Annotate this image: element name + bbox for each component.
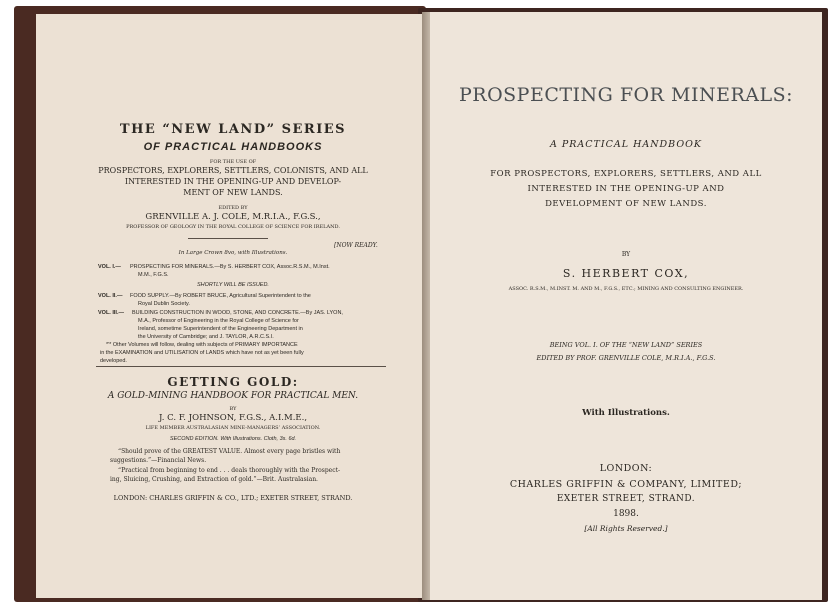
series-line-1: BEING VOL. I. OF THE “NEW LAND” SERIES	[549, 341, 703, 349]
audience-line-1: PROSPECTORS, EXPLORERS, SETTLERS, COLONISTS, AND ALL	[98, 166, 368, 175]
gold-author: J. C. F. JOHNSON, F.G.S., A.I.M.E.,	[158, 413, 308, 423]
format-note: In Large Crown 8vo, with Illustrations.	[178, 250, 288, 256]
gold-by: BY	[229, 406, 237, 412]
series-title: THE “NEW LAND” SERIES	[119, 122, 347, 137]
shortly-issued: SHORTLY WILL BE ISSUED.	[197, 282, 269, 288]
imprint-year: 1898.	[613, 509, 639, 519]
with-illustrations: With Illustrations.	[582, 408, 670, 418]
rights-reserved: [All Rights Reserved.]	[584, 524, 668, 533]
author-name: S. HERBERT COX,	[562, 267, 690, 280]
audience-line-2: INTERESTED IN THE OPENING-UP AND	[527, 184, 725, 194]
vol1-label: VOL. I.—	[98, 264, 121, 270]
edited-by: EDITED BY	[218, 205, 248, 211]
imprint-city: LONDON:	[599, 463, 653, 474]
series-subtitle: OF PRACTICAL HANDBOOKS	[143, 141, 323, 153]
audience-line-3: MENT OF NEW LANDS.	[183, 188, 283, 197]
note-line-2: in the EXAMINATION and UTILISATION of LANDS which have not as yet been fully	[100, 350, 304, 356]
editor-name: GRENVILLE A. J. COLE, M.R.I.A., F.G.S.,	[145, 212, 321, 222]
book-subtitle: A PRACTICAL HANDBOOK	[549, 139, 702, 150]
author-credentials: ASSOC. R.S.M., M.INST. M. AND M., F.G.S., ETC.; MINING AND CONSULTING ENGINEER.	[508, 286, 744, 292]
note-line-1: *′* Other Volumes will follow, dealing with subjects of PRIMARY IMPORTANCE	[106, 342, 298, 348]
audience-line-2: INTERESTED IN THE OPENING-UP AND DEVELOP-	[124, 177, 342, 186]
vol3-line-2: M.A., Professor of Engineering in the Royal College of Science for	[138, 318, 299, 324]
for-the-use-of: FOR THE USE OF	[209, 159, 257, 165]
editor-title: PROFESSOR OF GEOLOGY IN THE ROYAL COLLEGE OF SCIENCE FOR IRELAND.	[126, 224, 340, 230]
gold-subtitle: A GOLD-MINING HANDBOOK FOR PRACTICAL MEN.	[107, 391, 359, 401]
vol2-label: VOL. II.—	[98, 293, 123, 299]
review-2-line-1: “Practical from beginning to end . . . deals thoroughly with the Prospect-	[118, 467, 341, 474]
vol3-line-4: the University of Cambridge; and J. TAYLOR, A.R.C.S.I.	[138, 334, 274, 340]
note-line-3: developed.	[100, 358, 127, 364]
gold-author-title: LIFE MEMBER AUSTRALASIAN MINE-MANAGERS’ ASSOCIATION.	[145, 425, 321, 431]
publisher-line: LONDON: CHARLES GRIFFIN & CO., LTD.; EXETER STREET, STRAND.	[113, 494, 353, 502]
gold-title: GETTING GOLD:	[167, 375, 299, 389]
right-page	[430, 12, 822, 600]
vol3-label: VOL. III.—	[98, 310, 124, 316]
now-ready: [NOW READY.	[334, 242, 378, 249]
vol1-line-2: M.M., F.G.S.	[138, 272, 169, 278]
imprint-publisher: CHARLES GRIFFIN & COMPANY, LIMITED;	[509, 479, 743, 490]
review-1-line-1: “Should prove of the GREATEST VALUE. Almost every page bristles with	[118, 448, 341, 455]
audience-line-3: DEVELOPMENT OF NEW LANDS.	[545, 199, 707, 209]
left-page	[36, 14, 430, 598]
vol3-line-3: Ireland, sometime Superintendent of the Engineering Department in	[138, 326, 303, 332]
audience-line-1: FOR PROSPECTORS, EXPLORERS, SETTLERS, AND ALL	[490, 169, 762, 179]
by-label: BY	[621, 251, 631, 258]
divider	[188, 238, 268, 239]
review-1-line-2: suggestions.”—Financial News.	[110, 457, 207, 464]
vol2-line-1: FOOD SUPPLY.—By ROBERT BRUCE, Agricultural Superintendent to the	[130, 293, 311, 299]
book-title: PROSPECTING FOR MINERALS:	[458, 84, 793, 106]
vol3-line-1: BUILDING CONSTRUCTION IN WOOD, STONE, AND CONCRETE.—By JAS. LYON,	[132, 310, 343, 316]
divider	[96, 366, 386, 367]
vol2-line-2: Royal Dublin Society.	[138, 301, 190, 307]
imprint-address: EXETER STREET, STRAND.	[556, 494, 696, 504]
gold-edition: SECOND EDITION. With Illustrations. Cloth, 3s. 6d.	[169, 436, 297, 442]
series-line-2: EDITED BY PROF. GRENVILLE COLE, M.R.I.A., F.G.S.	[536, 354, 716, 362]
review-2-line-2: ing, Sluicing, Crushing, and Extraction of gold.”—Brit. Australasian.	[110, 476, 318, 483]
vol1-line-1: PROSPECTING FOR MINERALS.—By S. HERBERT COX, Assoc.R.S.M., M.Inst.	[130, 264, 330, 270]
